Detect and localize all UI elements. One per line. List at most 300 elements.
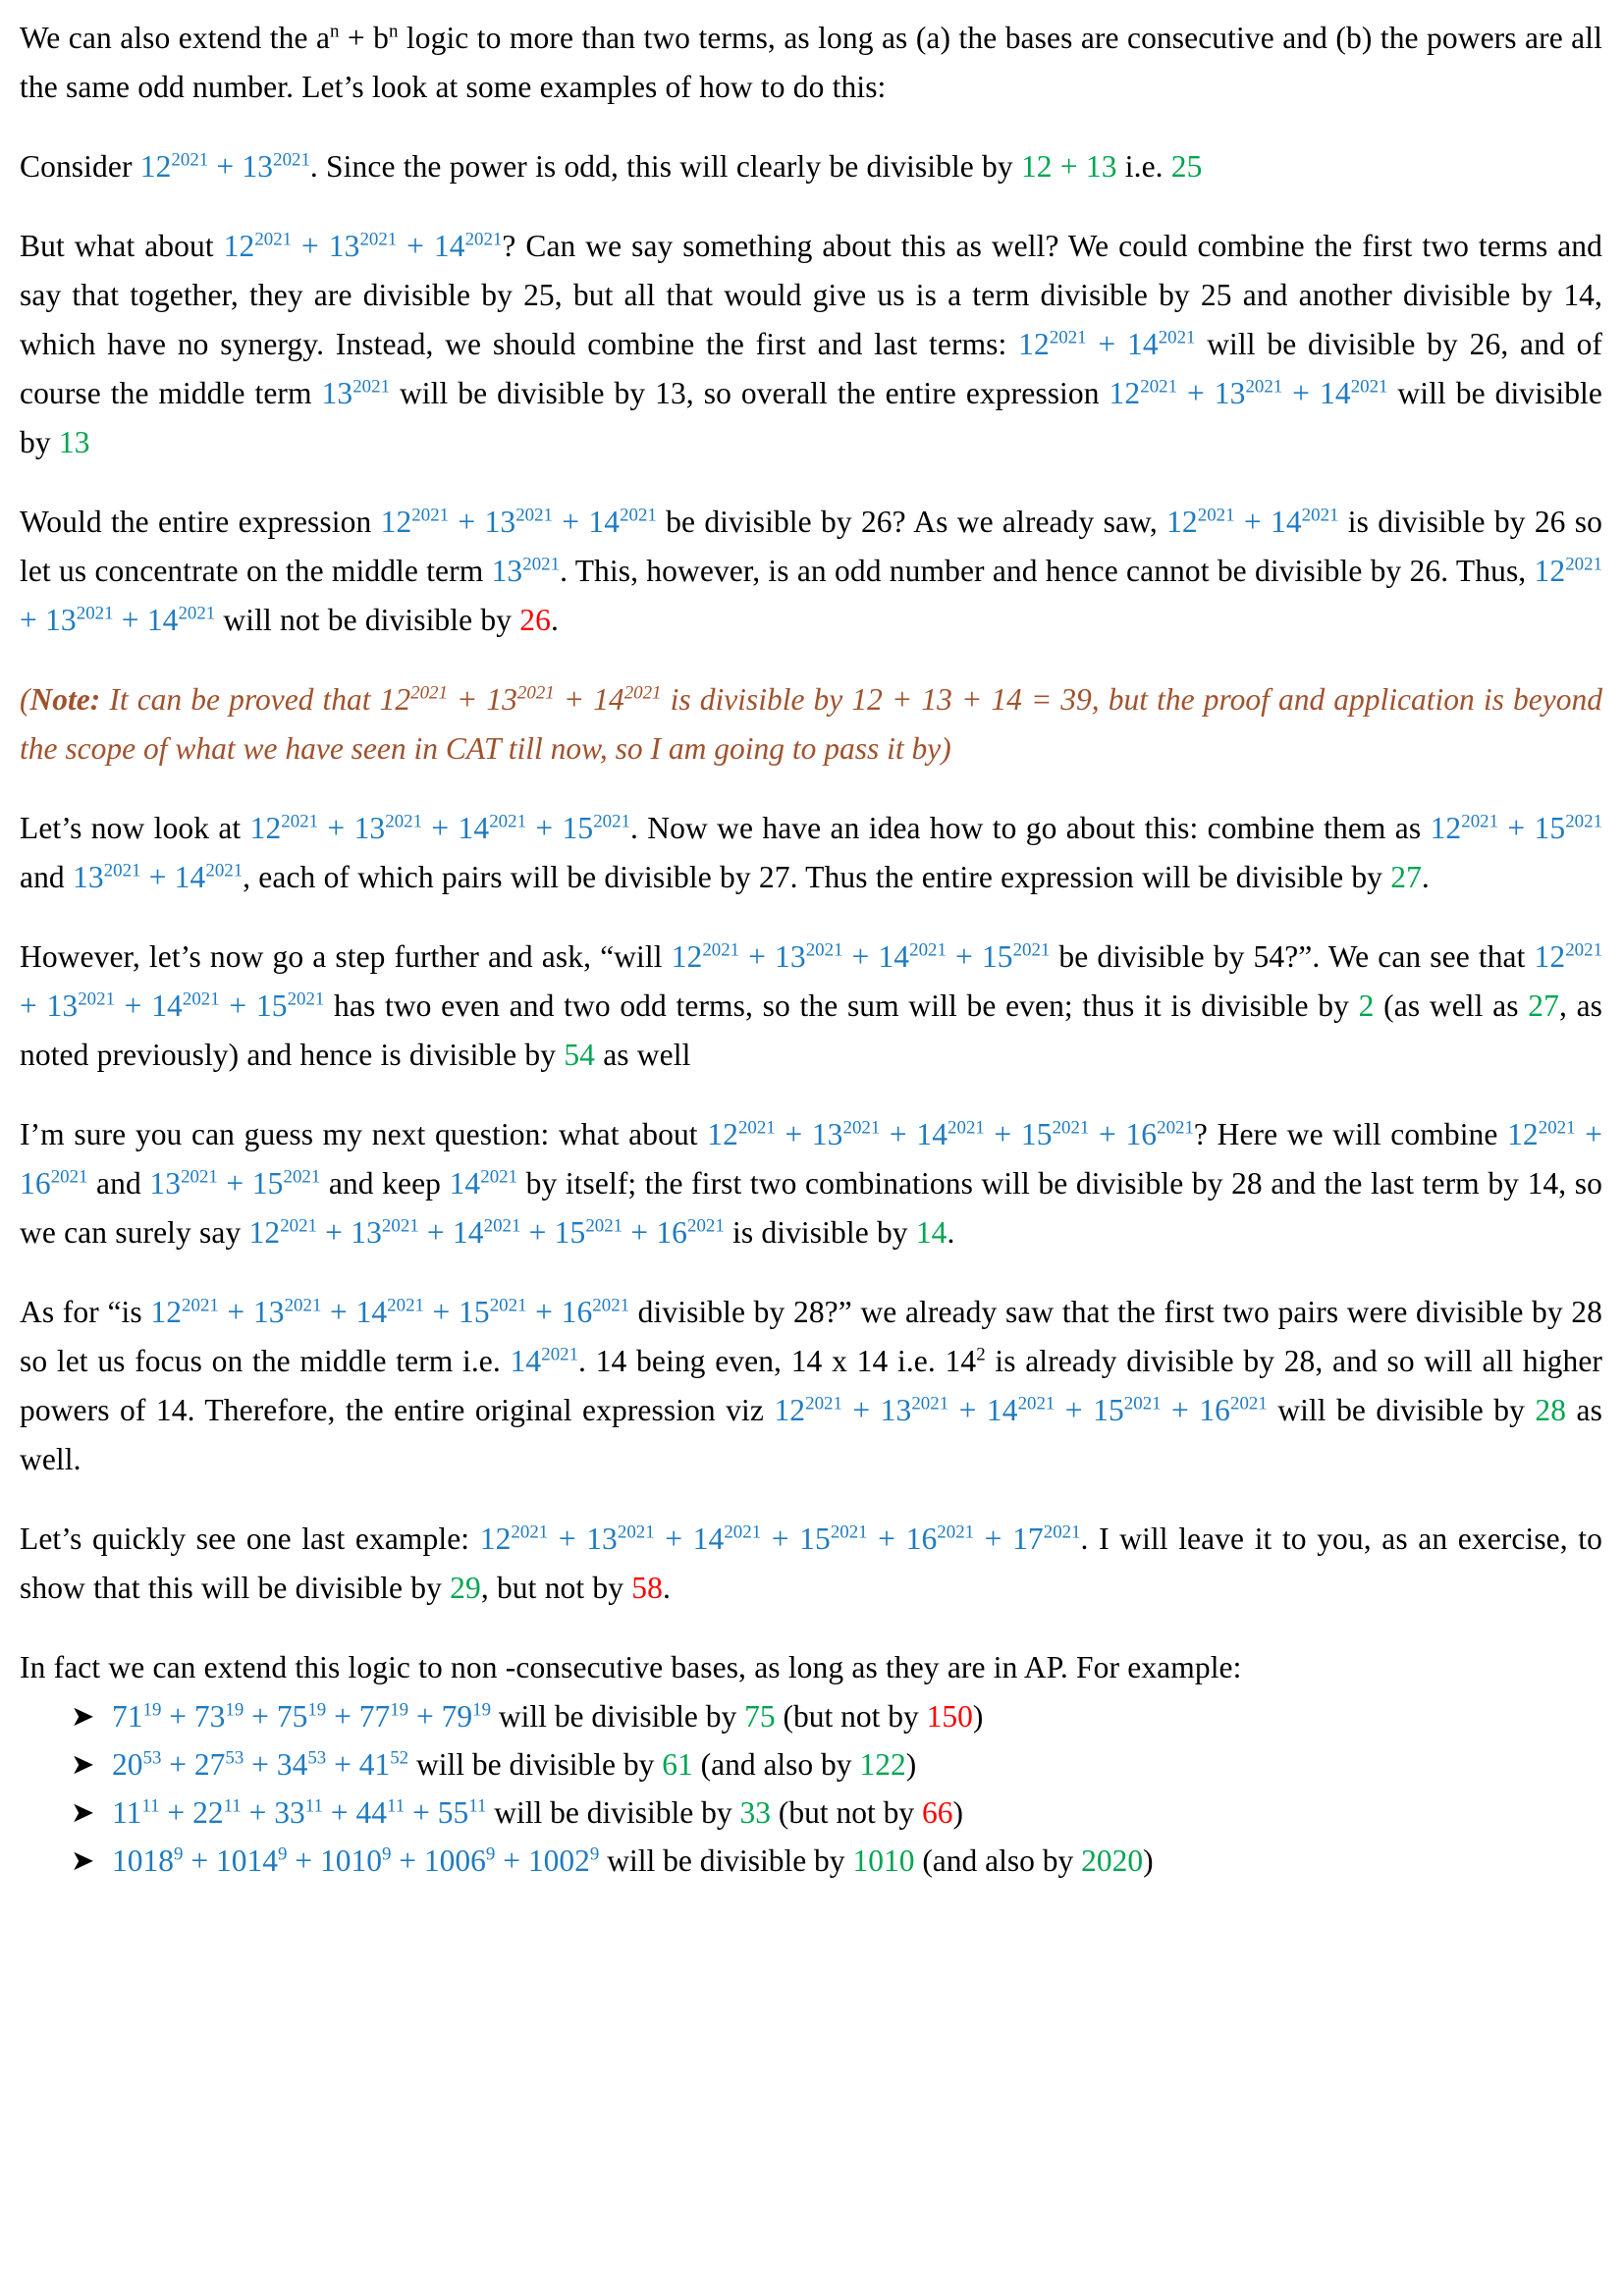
- p1-text-2: + b: [339, 21, 390, 55]
- plus-sign: +: [161, 1747, 194, 1782]
- expression-term: [151, 988, 219, 1023]
- base: 1010: [319, 1843, 382, 1878]
- expression-term: [277, 1699, 326, 1734]
- p2-text-2: . Since the power is odd, this will clearly be divisible by: [309, 149, 1021, 184]
- exponent: 2021: [284, 1295, 322, 1316]
- plus-sign: +: [739, 939, 776, 974]
- arrow-bullet-icon: ➤: [71, 1699, 95, 1733]
- p10-text-1: In fact we can extend this logic to non -consecutive bases, as long as they are in AP. For example:: [20, 1650, 1242, 1684]
- p8-text-3: . 14 being even, 14 x 14 i.e. 14: [578, 1344, 977, 1378]
- list-item: [20, 1692, 1602, 1740]
- base: 17: [1012, 1522, 1044, 1556]
- exponent: 2021: [411, 505, 450, 526]
- expression-term: [355, 1295, 423, 1329]
- list-item: [20, 1789, 1602, 1837]
- base: 73: [193, 1699, 226, 1734]
- p8-sup-square: 2: [976, 1344, 986, 1365]
- exponent: 52: [390, 1747, 409, 1769]
- base: 14: [458, 811, 490, 845]
- p9-text-4: .: [663, 1571, 671, 1605]
- expression-term: [450, 1166, 517, 1201]
- exponent: 2021: [480, 1166, 518, 1188]
- exponent: 2021: [805, 939, 843, 961]
- plus-sign: +: [408, 1699, 442, 1734]
- base: 12: [1507, 1117, 1539, 1151]
- base: 14: [449, 1166, 481, 1201]
- expression-term: [1431, 811, 1498, 845]
- exponent: 2021: [254, 229, 293, 250]
- exponent: 2021: [76, 603, 114, 624]
- base: 13: [880, 1393, 912, 1427]
- base: 16: [561, 1295, 593, 1329]
- p4-text-2: be divisible by 26? As we already saw,: [656, 505, 1167, 539]
- exponent: 2021: [78, 988, 116, 1010]
- exponent: 2021: [593, 811, 630, 832]
- base: 13: [328, 229, 360, 263]
- p5-text-1: Let’s now look at: [20, 811, 250, 845]
- note-text-1: It can be proved that: [100, 682, 380, 717]
- exponent: 2021: [805, 1393, 842, 1415]
- expression-term: [250, 811, 318, 845]
- base: 55: [437, 1795, 469, 1830]
- base: 22: [192, 1795, 224, 1830]
- bullet-tail-close: ): [905, 1747, 917, 1782]
- base: 12: [671, 939, 703, 974]
- exponent: 9: [277, 1843, 288, 1865]
- base: 14: [692, 1522, 725, 1556]
- expression-term: [434, 229, 502, 263]
- exponent: 11: [141, 1795, 160, 1817]
- expression-term: [1021, 1117, 1089, 1151]
- base: 15: [459, 1295, 490, 1329]
- base: 12: [479, 1522, 512, 1556]
- base: 13: [149, 1166, 182, 1201]
- exponent: 2021: [1565, 939, 1603, 961]
- exponent: 2021: [387, 1295, 424, 1316]
- expression-term: [45, 603, 113, 637]
- bullet-mid-text: will be divisible by: [486, 1795, 740, 1830]
- expression-term: [20, 1166, 87, 1201]
- divisor-27: 27: [1390, 860, 1422, 894]
- exponent: 2021: [947, 1117, 985, 1139]
- exponent: 2021: [702, 939, 740, 961]
- expression-term: [528, 1843, 599, 1878]
- base: 14: [174, 860, 206, 894]
- expression-term: [359, 1747, 408, 1782]
- exponent: 2021: [1052, 1117, 1090, 1139]
- expression-term: [881, 1393, 948, 1427]
- expression-term: [274, 1795, 323, 1830]
- expression-term: [799, 1522, 867, 1556]
- p4-text-6: .: [550, 603, 559, 637]
- exponent: 2021: [410, 682, 448, 704]
- p7-text-3: and: [87, 1166, 150, 1201]
- plus-sign: +: [1089, 1117, 1126, 1151]
- base: 14: [588, 505, 621, 539]
- paragraph-four-terms: [20, 804, 1602, 902]
- base: 12: [1430, 811, 1462, 845]
- expression-term: [774, 1393, 841, 1427]
- expression-term: [147, 603, 215, 637]
- base: 12: [1109, 376, 1141, 410]
- p4-text-3: is divisible by 26 so let us concentrate on the middle term: [20, 505, 1603, 588]
- plus-sign: +: [554, 682, 594, 717]
- expression-term: [1012, 1522, 1080, 1556]
- exponent: 2021: [1230, 1393, 1268, 1415]
- expression-term: [112, 1843, 183, 1878]
- arrow-bullet-icon: ➤: [71, 1795, 95, 1829]
- expression-term: [112, 1795, 160, 1830]
- p6-text-5: , as noted previously) and hence is divisible by: [20, 988, 1603, 1072]
- plus-sign: +: [287, 1843, 320, 1878]
- base: 14: [986, 1393, 1018, 1427]
- exponent: 2021: [381, 1215, 419, 1237]
- exponent: 2021: [511, 1522, 549, 1543]
- paragraph-divisible-28: [20, 1288, 1602, 1484]
- divisor-54: 54: [564, 1038, 596, 1072]
- expression-term: [149, 1166, 217, 1201]
- exponent: 2021: [103, 860, 141, 881]
- exponent: 19: [142, 1699, 162, 1721]
- expression-term: [906, 1522, 974, 1556]
- plus-sign: +: [946, 939, 982, 974]
- plus-sign: +: [391, 1843, 424, 1878]
- expression-term: [1093, 1393, 1161, 1427]
- note-label: Note:: [29, 682, 101, 717]
- expression-term: [775, 939, 842, 974]
- plus-sign: +: [418, 1215, 453, 1250]
- expression-term: [1507, 1117, 1575, 1151]
- expression-term: [1535, 939, 1602, 974]
- plus-sign: +: [775, 1117, 812, 1151]
- plus-sign: +: [447, 682, 487, 717]
- p8-text-2: divisible by 28?” we already saw that the first two pairs were divisible by 28 so let us focus on the middle term i.e.: [20, 1295, 1603, 1378]
- exponent: 2021: [352, 376, 391, 398]
- expression-term: [150, 1295, 218, 1329]
- base: 15: [554, 1215, 586, 1250]
- expression-term: [438, 1795, 487, 1830]
- base: 16: [905, 1522, 938, 1556]
- expression-term: [256, 988, 324, 1023]
- expression-term: [354, 811, 422, 845]
- plus-sign: +: [244, 1747, 277, 1782]
- base: 14: [1126, 327, 1159, 361]
- expression-term: [329, 229, 397, 263]
- divisor-value: 61: [662, 1747, 693, 1782]
- base: 13: [351, 1215, 382, 1250]
- expression-term: [511, 1344, 578, 1378]
- non-divisor-58: 58: [631, 1571, 663, 1605]
- plus-sign: +: [1234, 505, 1271, 539]
- p6-text-2: be divisible by 54?”. We can see that: [1050, 939, 1535, 974]
- p2-text-1: Consider: [20, 149, 140, 184]
- p1-text-1: We can also extend the a: [20, 21, 331, 55]
- expression-term: [73, 860, 140, 894]
- p7-text-7: .: [947, 1215, 955, 1250]
- divisor-2: 2: [1358, 988, 1375, 1023]
- exponent: 11: [387, 1795, 406, 1817]
- exponent: 2021: [737, 1117, 776, 1139]
- expression-term: [442, 1699, 491, 1734]
- p7-text-4: and keep: [320, 1166, 450, 1201]
- expression-term: [216, 1843, 287, 1878]
- base: 14: [1270, 505, 1302, 539]
- expression-term: [563, 811, 630, 845]
- base: 13: [1214, 376, 1246, 410]
- paragraph-last-example: [20, 1515, 1602, 1613]
- plus-sign: +: [161, 1699, 194, 1734]
- expression-term: [593, 682, 661, 717]
- base: 12: [139, 149, 172, 184]
- exponent: 2021: [489, 811, 527, 832]
- divisor-14: 14: [915, 1215, 947, 1250]
- p1-sup-n1: n: [330, 21, 340, 42]
- exponent: 2021: [280, 1215, 317, 1237]
- exponent: 2021: [617, 1522, 655, 1543]
- exponent: 2021: [1157, 1117, 1194, 1139]
- p5-text-4: , each of which pairs will be divisible by 27. Thus the entire expression will be divisible by: [243, 860, 1391, 894]
- plus-sign: +: [974, 1522, 1013, 1556]
- arrow-bullet-icon: ➤: [71, 1747, 95, 1781]
- base: 12: [774, 1393, 806, 1427]
- base: 1002: [527, 1843, 590, 1878]
- p7-text-1: I’m sure you can guess my next question: what about: [20, 1117, 708, 1151]
- exponent: 9: [485, 1843, 496, 1865]
- base: 15: [251, 1166, 284, 1201]
- divisor-value: 1010: [852, 1843, 915, 1878]
- expression-term: [453, 1215, 520, 1250]
- paragraph-divisible-26: [20, 498, 1602, 645]
- exponent: 2021: [842, 1117, 881, 1139]
- expression-term: [380, 682, 448, 717]
- non-divisor-26: 26: [519, 603, 551, 637]
- base: 16: [1125, 1117, 1158, 1151]
- plus-sign: +: [1282, 376, 1320, 410]
- p9-text-1: Let’s quickly see one last example:: [20, 1522, 480, 1556]
- base: 13: [586, 1522, 618, 1556]
- base: 16: [20, 1166, 51, 1201]
- expression-term: [351, 1215, 418, 1250]
- expression-term: [253, 1295, 321, 1329]
- expression-term: [707, 1117, 775, 1151]
- p1-text-3: logic to more than two terms, as long as (a) the bases are consecutive and (b) the powers are all the same odd number. Let’s look at some examples of how to do this:: [20, 21, 1602, 104]
- plus-sign: +: [623, 1215, 657, 1250]
- p7-text-2: ? Here we will combine: [1193, 1117, 1508, 1151]
- base: 14: [146, 603, 179, 637]
- p7-text-5: by itself; the first two combinations will be divisible by 28 and the last term by 14, so we can surely say: [20, 1166, 1602, 1250]
- p5-text-3: and: [20, 860, 73, 894]
- base: 15: [1020, 1117, 1053, 1151]
- plus-sign: +: [318, 811, 354, 845]
- expression-term: [812, 1117, 880, 1151]
- exponent: 2021: [937, 1522, 975, 1543]
- expression-term: [1535, 554, 1602, 588]
- plus-sign: +: [1177, 376, 1215, 410]
- exponent: 2021: [1350, 376, 1388, 398]
- paragraph-intro: [20, 14, 1602, 112]
- base: 71: [112, 1699, 143, 1734]
- plus-sign: +: [1086, 327, 1127, 361]
- plus-sign: +: [552, 505, 589, 539]
- exponent: 2021: [724, 1522, 762, 1543]
- exponent: 2021: [1197, 505, 1235, 526]
- plus-sign: +: [867, 1522, 906, 1556]
- plus-sign: +: [397, 229, 434, 263]
- base: 44: [355, 1795, 387, 1830]
- plus-sign: +: [1575, 1117, 1603, 1151]
- divisor-28: 28: [1535, 1393, 1567, 1427]
- exponent: 2021: [620, 505, 657, 526]
- base: 27: [193, 1747, 226, 1782]
- expression-term: [916, 1117, 984, 1151]
- exponent: 2021: [171, 149, 209, 171]
- p8-text-6: as well.: [20, 1393, 1602, 1476]
- exponent: 2021: [50, 1166, 88, 1188]
- also-divisor-value: 2020: [1081, 1843, 1144, 1878]
- exponent: 9: [589, 1843, 600, 1865]
- expression-term: [424, 1843, 495, 1878]
- exponent: 2021: [1245, 376, 1283, 398]
- exponent: 2021: [1043, 1522, 1081, 1543]
- base: 13: [491, 554, 523, 588]
- base: 12: [150, 1295, 183, 1329]
- base: 13: [486, 682, 517, 717]
- arrow-bullet-icon: ➤: [71, 1843, 95, 1877]
- expression-term: [322, 376, 390, 410]
- base: 13: [46, 988, 79, 1023]
- exponent: 11: [304, 1795, 323, 1817]
- base: 15: [799, 1522, 831, 1556]
- p4-text-5: will not be divisible by: [215, 603, 520, 637]
- base: 12: [249, 811, 282, 845]
- base: 15: [1093, 1393, 1124, 1427]
- plus-sign: +: [654, 1522, 693, 1556]
- base: 13: [775, 939, 806, 974]
- base: 14: [355, 1295, 388, 1329]
- plus-sign: +: [20, 988, 47, 1023]
- plus-sign: +: [405, 1795, 438, 1830]
- exponent: 53: [225, 1747, 244, 1769]
- expression-term: [555, 1215, 623, 1250]
- plus-sign: +: [183, 1843, 216, 1878]
- plus-sign: +: [841, 1393, 881, 1427]
- p9-text-3: , but not by: [480, 1571, 632, 1605]
- base: 34: [276, 1747, 308, 1782]
- p4-text-1: Would the entire expression: [20, 505, 381, 539]
- base: 12: [1018, 327, 1050, 361]
- bullet-mid-text: will be divisible by: [599, 1843, 853, 1878]
- exponent: 2021: [911, 1393, 949, 1415]
- exponent: 53: [307, 1747, 327, 1769]
- note-open-paren: (: [20, 682, 30, 717]
- list-item: [20, 1740, 1602, 1789]
- expression-term: [224, 229, 292, 263]
- exponent: 11: [223, 1795, 242, 1817]
- expression-term: [359, 1699, 408, 1734]
- exponent: 2021: [178, 603, 216, 624]
- exponent: 2021: [516, 682, 555, 704]
- divisor-27: 27: [1528, 988, 1559, 1023]
- base: 33: [274, 1795, 305, 1830]
- divisor-sum: 12 + 13: [1020, 149, 1117, 184]
- expression-term: [192, 1795, 242, 1830]
- base: 12: [707, 1117, 738, 1151]
- p4-text-4: . This, however, is an odd number and hence cannot be divisible by 26. Thus,: [560, 554, 1535, 588]
- plus-sign: +: [948, 1393, 987, 1427]
- base: 14: [151, 988, 183, 1023]
- p6-text-4: (as well as: [1374, 988, 1529, 1023]
- ap-examples-list: [20, 1692, 1602, 1885]
- base: 13: [242, 149, 274, 184]
- exponent: 2021: [585, 1215, 623, 1237]
- exponent: 9: [381, 1843, 392, 1865]
- plus-sign: +: [113, 603, 147, 637]
- p6-text-1: However, let’s now go a step further and ask, “will: [20, 939, 672, 974]
- list-item: [20, 1837, 1602, 1885]
- exponent: 2021: [830, 1522, 868, 1543]
- plus-sign: +: [1055, 1393, 1094, 1427]
- plus-sign: +: [20, 603, 46, 637]
- expression-term: [1127, 327, 1195, 361]
- plus-sign: +: [241, 1795, 275, 1830]
- expression-term: [381, 505, 449, 539]
- exponent: 2021: [1140, 376, 1178, 398]
- exponent: 2021: [287, 988, 325, 1010]
- expression-term: [656, 1215, 724, 1250]
- exponent: 2021: [182, 988, 220, 1010]
- expression-term: [1199, 1393, 1267, 1427]
- base: 41: [358, 1747, 391, 1782]
- exponent: 2021: [489, 1295, 527, 1316]
- base: 12: [1166, 505, 1198, 539]
- base: 13: [353, 811, 386, 845]
- base: 12: [380, 505, 412, 539]
- exponent: 2021: [283, 1166, 321, 1188]
- bullet-tail-close: ): [952, 1795, 964, 1830]
- p3-text-3: will be divisible by 26, and of course the middle term: [20, 327, 1603, 410]
- plus-sign: +: [115, 988, 152, 1023]
- p9-text-2: . I will leave it to you, as an exercise, to show that this will be divisible by: [20, 1522, 1602, 1605]
- note-text-2: is divisible by 12 + 13 + 14 = 39, but the proof and application is beyond the scope of what we have seen in CAT till now, so I am going to pass it by): [20, 682, 1602, 766]
- base: 12: [248, 1215, 281, 1250]
- plus-sign: +: [1498, 811, 1535, 845]
- expression-term: [672, 939, 739, 974]
- expression-term: [356, 1795, 406, 1830]
- base: 14: [433, 229, 465, 263]
- expression-term: [486, 682, 554, 717]
- divisor-value: 75: [744, 1699, 776, 1734]
- exponent: 11: [468, 1795, 487, 1817]
- exponent: 19: [307, 1699, 327, 1721]
- plus-sign: +: [159, 1795, 193, 1830]
- expression-12-2021: [140, 149, 208, 184]
- exponent: 19: [472, 1699, 492, 1721]
- expression-term: [194, 1747, 244, 1782]
- p8-text-4: is already divisible by 28, and so will all higher powers of 14. Therefore, the entire original expression viz: [20, 1344, 1602, 1427]
- paragraph-three-terms: [20, 222, 1602, 467]
- plus-sign: +: [526, 811, 563, 845]
- bullet-tail-open: (and also by: [692, 1747, 860, 1782]
- exponent: 2021: [1538, 1117, 1576, 1139]
- exponent: 2021: [483, 1215, 521, 1237]
- expression-term: [47, 988, 115, 1023]
- plus-sign: +: [292, 229, 329, 263]
- bullet-tail-close: ): [1143, 1843, 1154, 1878]
- base: 12: [379, 682, 411, 717]
- expression-term: [194, 1699, 244, 1734]
- plus-sign: +: [244, 1699, 277, 1734]
- plus-sign: +: [495, 1843, 528, 1878]
